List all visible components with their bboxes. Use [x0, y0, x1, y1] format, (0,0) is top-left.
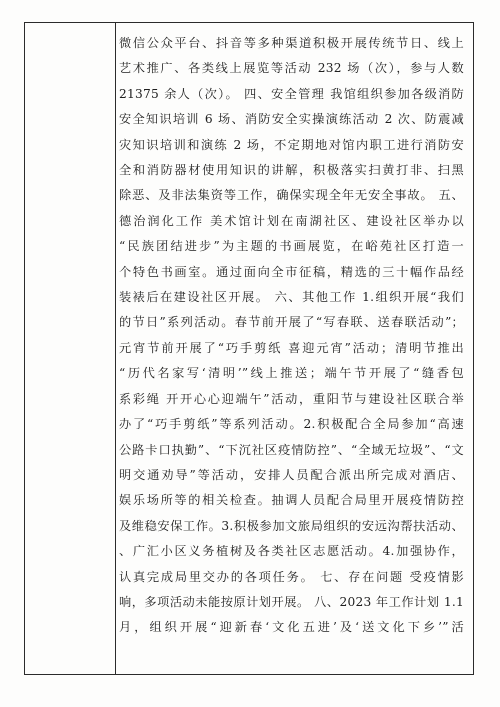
text-line: 的节日”系列活动。春节前开展了“写春联、送春联活动”； [119, 315, 464, 330]
text-line: 元宵节前开展了“巧手剪纸 喜迎元宵”活动；清明节推出 [119, 340, 464, 355]
text-line: 德治润化工作 美术馆计划在南湖社区、建设社区举办以 [119, 213, 464, 228]
text-line: 系彩绳 开开心心迎端午”活动，重阳节与建设社区联合举 [119, 391, 464, 406]
text-line: 装裱后在建设社区开展。 六、其他工作 1.组织开展“我们 [119, 290, 464, 305]
report-body-text [119, 31, 464, 641]
text-line: 安全知识培训 6 场、消防安全实操演练活动 2 次、防震减 [119, 112, 464, 127]
text-line: 全和消防器材使用知识的讲解，积极落实扫黄打非、扫黑 [119, 163, 464, 178]
text-line: “民族团结进步”为主题的书画展览，在峪苑社区打造一 [119, 239, 464, 254]
text-line: 公路卡口执勤”、“下沉社区疫情防控”、“全域无垃圾”、“文 [119, 442, 464, 457]
text-line: 21375 余人（次）。 四、安全管理 我馆组织参加各级消防 [119, 86, 464, 101]
text-line: 明交通劝导”等活动，安排人员配合派出所完成对酒店、 [119, 467, 464, 482]
text-line: 除恶、及非法集资等工作，确保实现全年无安全事故。 五、 [119, 188, 464, 203]
text-line: 办了“巧手剪纸”等系列活动。2.积极配合全局参加“高速 [119, 417, 464, 432]
text-line: 及维稳安保工作。3.积极参加文旅局组织的安远沟帮扶活动、 [119, 518, 464, 533]
text-line: 月，组织开展“迎新春‘文化五进’及‘送文化下乡’”活 [119, 620, 464, 635]
text-line: “历代名家写‘清明’”线上推送；端午节开展了“缝香包 [119, 366, 464, 381]
text-line: 认真完成局里交办的各项任务。 七、存在问题 受疫情影 [119, 569, 464, 584]
text-line: 个特色书画室。通过面向全市征稿，精选的三十幅作品经 [119, 264, 464, 279]
text-line: 微信公众平台、抖音等多种渠道积极开展传统节日、线上 [119, 36, 464, 50]
text-line: 灾知识培训和演练 2 场，不定期地对馆内职工进行消防安 [119, 137, 464, 152]
table-column-divider [115, 22, 116, 675]
text-line: 响，多项活动未能按原计划开展。 八、2023 年工作计划 1.1 [119, 594, 464, 609]
text-line: 、广汇小区义务植树及各类社区志愿活动。4.加强协作， [119, 544, 464, 559]
text-line: 艺术推广、各类线上展览等活动 232 场（次），参与人数 [119, 61, 464, 76]
text-line: 娱乐场所等的相关检查。抽调人员配合局里开展疫情防控 [119, 493, 464, 508]
